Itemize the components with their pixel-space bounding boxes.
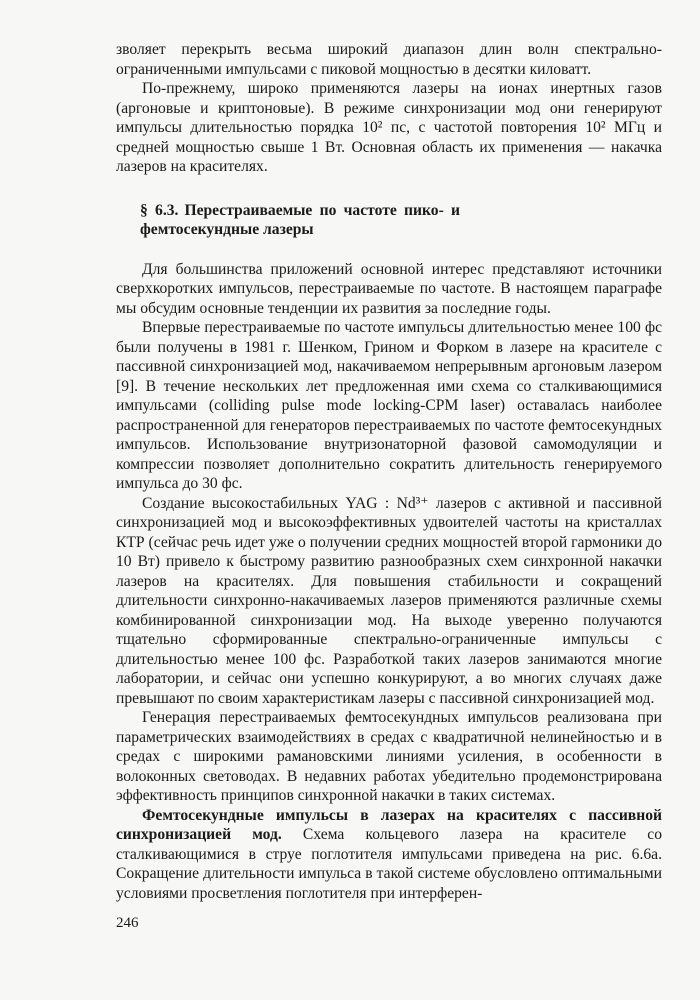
section-title: Перестраиваемые по частоте пико- и фемтосекундные лазеры	[140, 201, 460, 238]
paragraph: Генерация перестраиваемых фемтосекундных импульсов реализована при параметрических взаимодействиях в средах с квадратичной нелинейностью и в средах с широкими рамановскими линиями усиления, в особенности в волоконных световодах. В недавних работах убедительно продемонстрирована эффективность принципов синхронной накачки в таких системах.	[116, 709, 662, 804]
runin-heading: Фемтосекундные импульсы в лазерах на красителях с пассивной синхронизацией мод.	[116, 806, 662, 843]
paragraph	[116, 806, 662, 904]
paragraph-continued: зволяет перекрыть весьма широкий диапазон длин волн спектрально-ограниченными импульсами с пиковой мощностью в десятки киловатт.	[116, 41, 662, 78]
section-heading	[140, 201, 460, 240]
paragraph: Создание высокостабильных YAG : Nd³⁺ лазеров с активной и пассивной синхронизацией мод и высокоэффективных удвоителей частоты на кристаллах КТР (сейчас речь идет уже о получении средних мощностей второй гармоники до 10 Вт) привело к быстрому развитию разнообразных схем синхронной накачки лазеров на красителях. Для повышения стабильности и сокращений длительности синхронно-накачиваемых лазеров применяются различные схемы комбинированной синхронизации мод. На выходе уверенно получаются тщательно сформированные спектрально-ограниченные импульсы с длительностью менее 100 фс. Разработкой таких лазеров занимаются многие лаборатории, и сейчас они успешно конкурируют, а во многих случаях даже превышают по своим характеристикам лазеры с пассивной синхронизацией мод.	[116, 494, 662, 707]
page-number: 246	[116, 915, 139, 931]
paragraph: Для большинства приложений основной интерес представляют источники сверхкоротких импульсов, перестраиваемые по частоте. В настоящем параграфе мы обсудим основные тенденции их развития за последние годы.	[116, 260, 662, 317]
section-number: § 6.3.	[140, 201, 179, 219]
paragraph: Впервые перестраиваемые по частоте импульсы длительностью менее 100 фс были получены в 1981 г. Шенком, Грином и Форком в лазере на красителе с пассивной синхронизацией мод, накачиваемом непрерывным аргоновым лазером [9]. В течение нескольких лет предложенная ими схема со сталкивающимися импульсами (colliding pulse mode locking-CPM laser) оставалась наиболее распространенной для генераторов перестраиваемых по частоте фемтосекундных импульсов. Использование внутризонаторной фазовой самомодуляции и компрессии позволяет дополнительно сократить длительность генерируемого импульса до 30 фс.	[116, 319, 662, 492]
paragraph-text: Схема кольцевого лазера на красителе со сталкивающимися в струе поглотителя импульсами приведена на рис. 6.6а. Сокращение длительности импульса в такой системе обусловлено оптимальными условиями просветления поглотителя при интерферен-	[116, 826, 663, 902]
paragraph: По-прежнему, широко применяются лазеры на ионах инертных газов (аргоновые и криптоновые). В режиме синхронизации мод они генерируют импульсы длительностью порядка 10² пс, с частотой повторения 10² МГц и средней мощностью свыше 1 Вт. Основная область их применения — накачка лазеров на красителях.	[116, 80, 662, 175]
